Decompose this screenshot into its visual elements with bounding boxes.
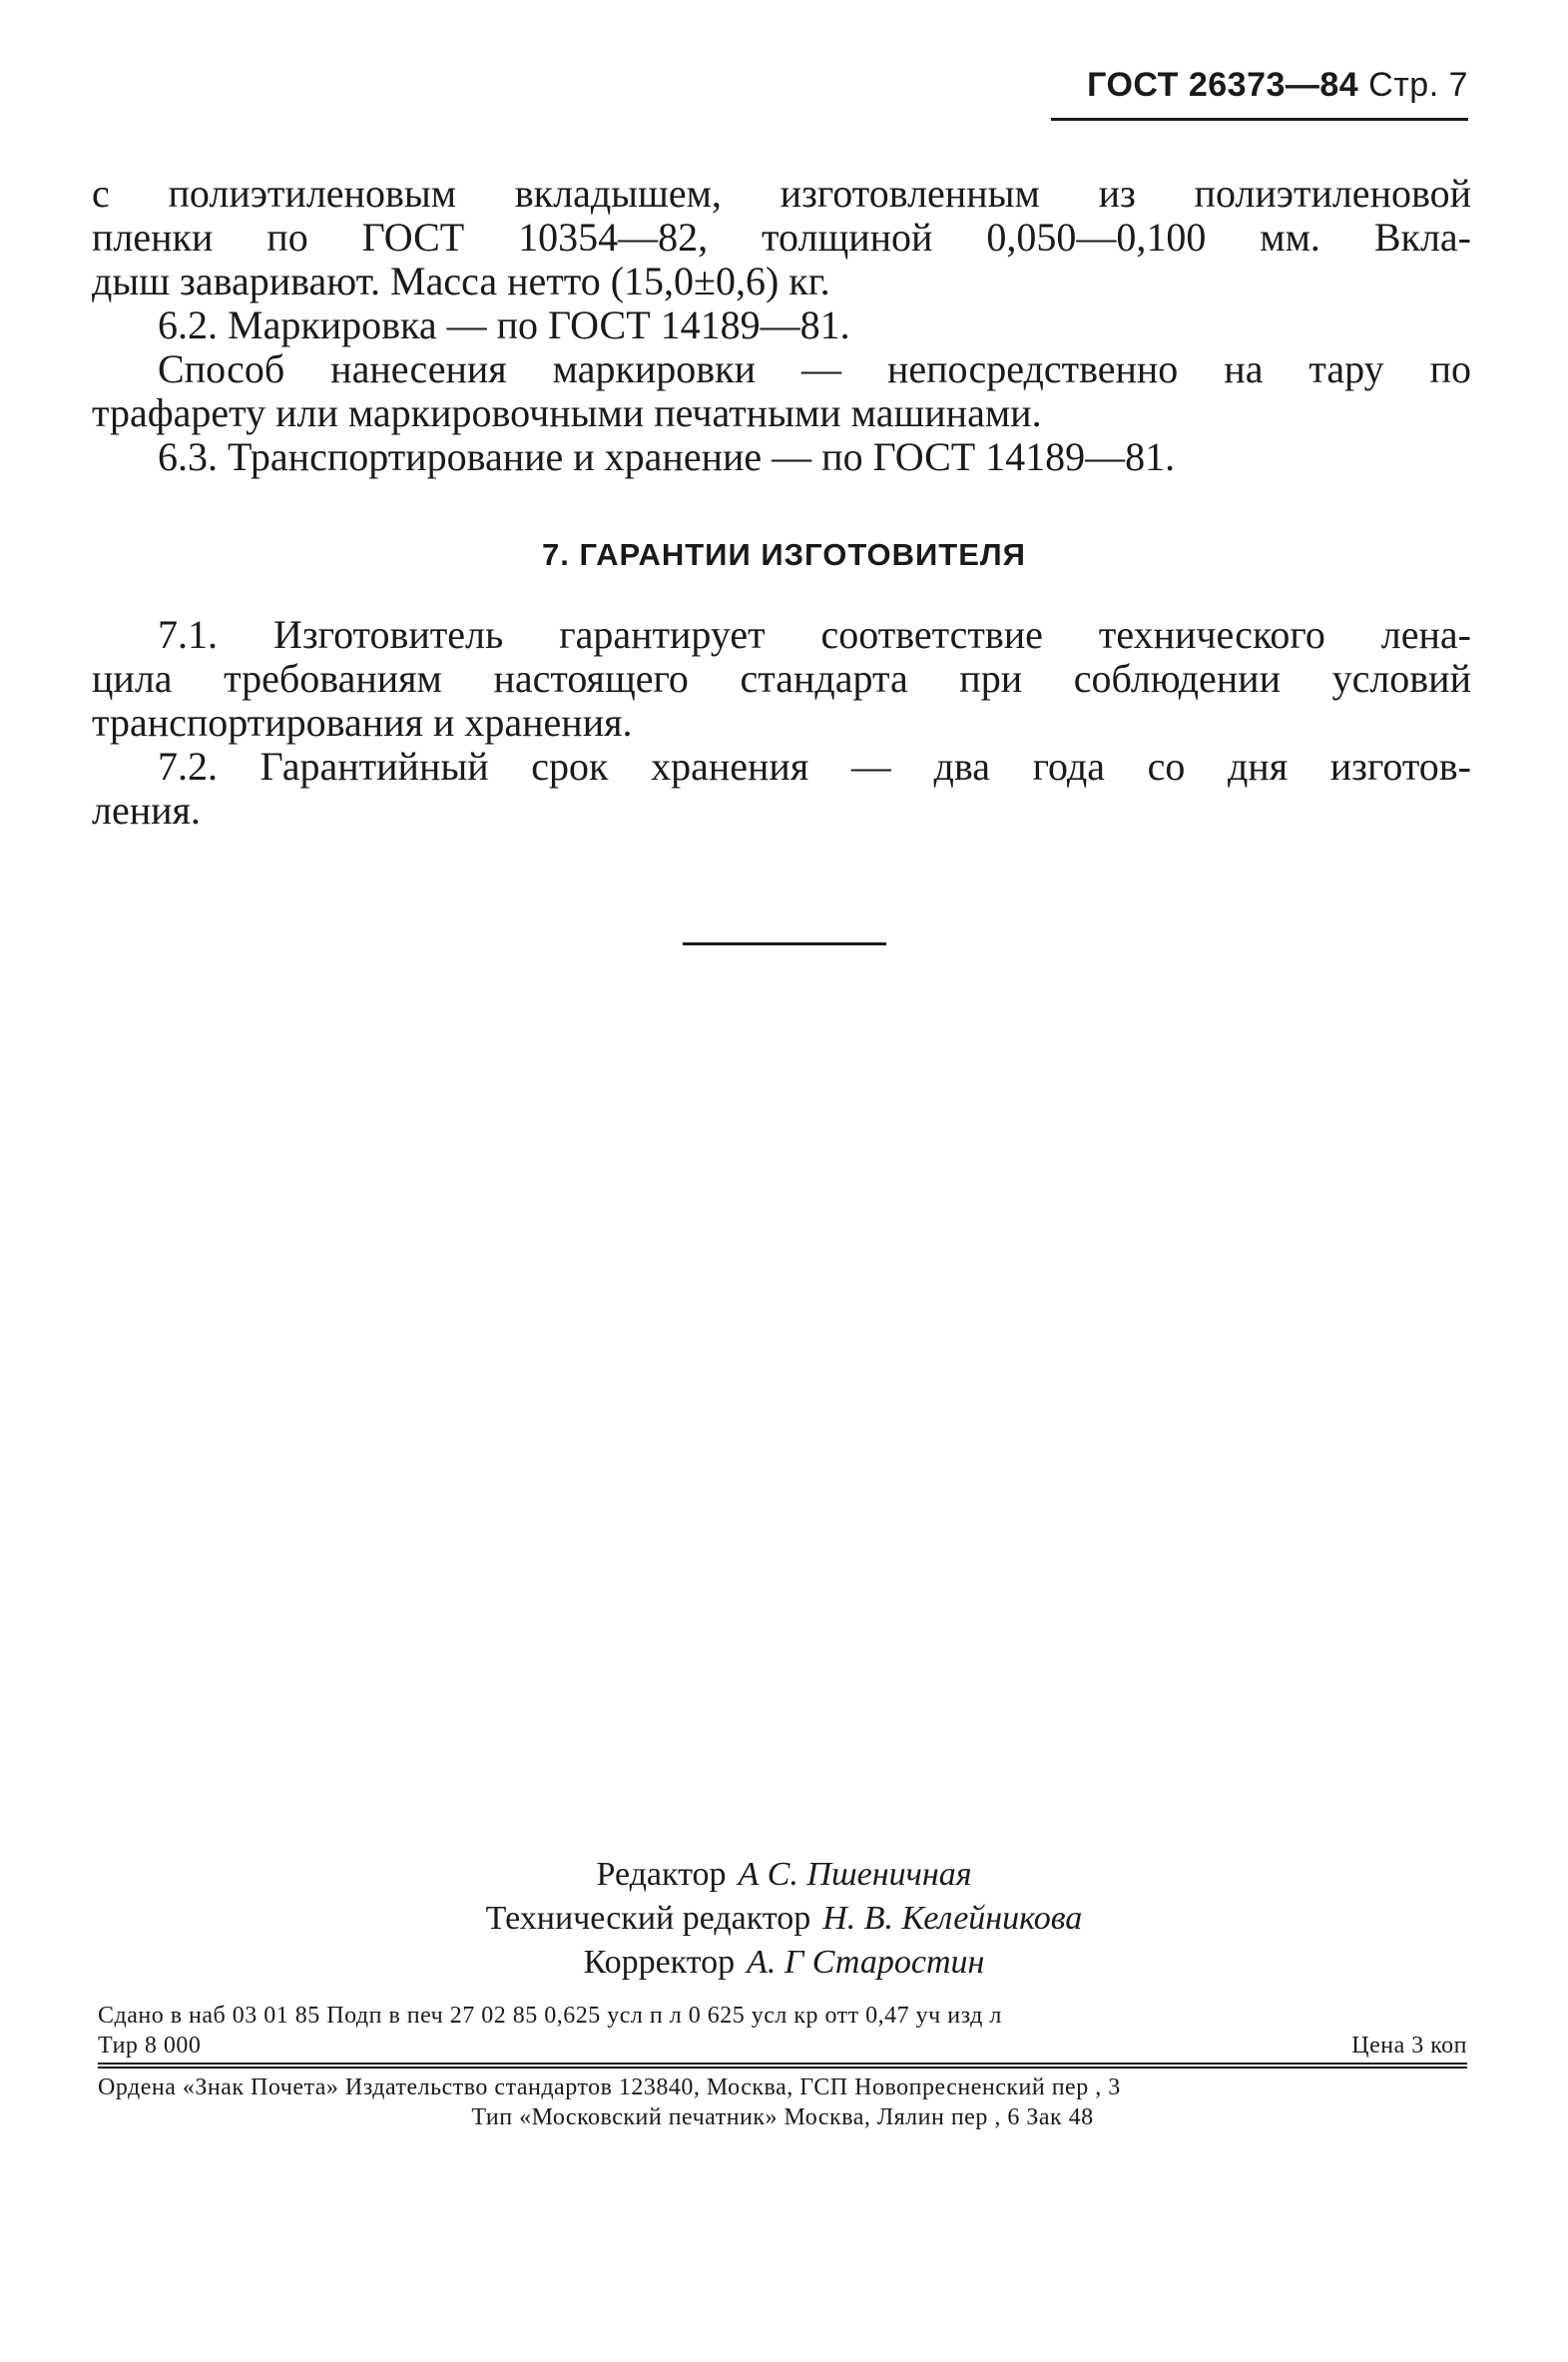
paragraph-line: 7.1. Изготовитель гарантирует соответствие технического лена-	[158, 612, 1471, 657]
paragraph-6-2: 6.2. Маркировка — по ГОСТ 14189—81.	[158, 302, 850, 347]
imprint-rule	[98, 2067, 1467, 2068]
paragraph-line: Способ нанесения маркировки — непосредственно на тару по	[158, 346, 1471, 391]
credit-role: Редактор	[596, 1856, 727, 1893]
paragraph-line: 7.2. Гарантийный срок хранения — два года со дня изготов-	[158, 744, 1471, 789]
imprint-circulation: Тир 8 000	[98, 2033, 202, 2059]
credit-name: Н. В. Келейникова	[822, 1900, 1083, 1937]
section-7-heading: 7. ГАРАНТИИ ИЗГОТОВИТЕЛЯ	[542, 537, 1026, 572]
imprint-rule	[98, 2063, 1467, 2065]
header-gost-number: ГОСТ 26373—84	[1087, 66, 1359, 104]
imprint-line-typesetting: Сдано в наб 03 01 85 Подп в печ 27 02 85 0,625 усл п л 0 625 усл кр отт 0,47 уч изд л	[98, 2003, 1002, 2029]
credit-editor	[0, 1853, 1568, 1897]
paragraph-line: дыш заваривают. Масса нетто (15,0±0,6) кг.	[92, 259, 830, 303]
paragraph-line: ления.	[92, 788, 201, 833]
section6-continuation	[92, 172, 1471, 479]
credit-role: Корректор	[583, 1944, 736, 1981]
imprint-printer: Тип «Московский печатник» Москва, Лялин пер , 6 Зак 48	[471, 2104, 1094, 2130]
section7-body	[92, 613, 1471, 833]
paragraph-line: трафарету или маркировочными печатными машинами.	[92, 390, 1042, 435]
paragraph-6-3: 6.3. Транспортирование и хранение — по ГОСТ 14189—81.	[158, 434, 1176, 479]
paragraph-line: транспортирования и хранения.	[92, 700, 633, 745]
imprint-price: Цена 3 коп	[1351, 2033, 1467, 2059]
paragraph-line: с полиэтиленовым вкладышем, изготовленным из полиэтиленовой	[92, 171, 1471, 216]
credit-name: А С. Пшеничная	[738, 1856, 972, 1893]
print-imprint	[98, 2001, 1467, 2132]
credit-role: Технический редактор	[485, 1900, 811, 1937]
credit-technical-editor	[0, 1897, 1568, 1941]
end-of-text-rule	[683, 942, 886, 945]
header-page-number: Стр. 7	[1368, 66, 1468, 104]
paragraph-line: пленки по ГОСТ 10354—82, толщиной 0,050—0,100 мм. Вкла-	[92, 215, 1471, 260]
editorial-credits	[0, 1853, 1568, 1985]
imprint-line-circulation	[98, 2031, 1467, 2061]
header-rule	[1051, 118, 1468, 121]
credit-corrector	[0, 1941, 1568, 1985]
paragraph-line: цила требованиям настоящего стандарта при соблюдении условий	[92, 656, 1471, 701]
running-header	[1087, 66, 1468, 105]
credit-name: А. Г Старостин	[747, 1944, 985, 1981]
imprint-publisher: Ордена «Знак Почета» Издательство стандартов 123840, Москва, ГСП Новопресненский пер , 3	[98, 2074, 1121, 2100]
